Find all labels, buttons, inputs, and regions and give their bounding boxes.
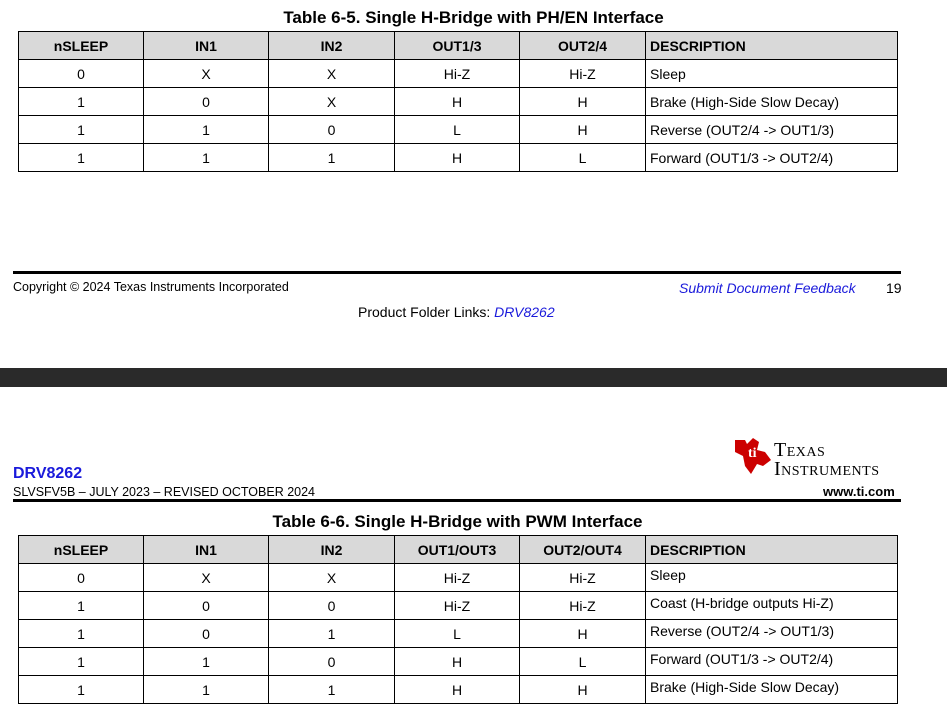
ti-logo-text	[774, 441, 880, 479]
table-cell: 0	[269, 648, 395, 676]
table-cell: H	[520, 620, 646, 648]
table-row	[19, 648, 898, 676]
table-cell: 0	[19, 564, 144, 592]
table-6-5-title: Table 6-5. Single H-Bridge with PH/EN Interface	[283, 8, 664, 27]
table-cell: 1	[144, 676, 269, 704]
page-separator	[0, 368, 947, 387]
table-cell: 1	[19, 144, 144, 172]
submit-feedback-link[interactable]: Submit Document Feedback	[679, 280, 856, 296]
table-row	[19, 116, 898, 144]
table-row	[19, 592, 898, 620]
table-cell: L	[395, 116, 520, 144]
table-cell: 1	[19, 676, 144, 704]
document-id: SLVSFV5B – JULY 2023 – REVISED OCTOBER 2024	[13, 485, 316, 499]
table-cell: 0	[19, 60, 144, 88]
table-cell: X	[269, 88, 395, 116]
part-number-link[interactable]: DRV8262	[13, 465, 83, 482]
table-cell: Brake (High-Side Slow Decay)	[646, 88, 898, 116]
table-row	[19, 60, 898, 88]
table-cell: 1	[269, 620, 395, 648]
table-cell: Coast (H-bridge outputs Hi-Z)	[646, 592, 898, 620]
header-rule	[13, 499, 901, 502]
table-cell: 0	[144, 592, 269, 620]
product-folder-links	[358, 304, 555, 320]
table-cell: 1	[19, 620, 144, 648]
header-cell: nSLEEP	[19, 32, 144, 60]
table-cell: X	[144, 60, 269, 88]
table-cell: Hi-Z	[520, 60, 646, 88]
header-cell: IN2	[269, 32, 395, 60]
table-6-6-title: Table 6-6. Single H-Bridge with PWM Interface	[272, 512, 643, 531]
table-row	[19, 144, 898, 172]
table-header-row	[19, 536, 898, 564]
table-cell: 0	[269, 592, 395, 620]
logo-line-2: Instruments	[774, 458, 880, 480]
table-cell: 0	[144, 88, 269, 116]
table-cell: Sleep	[646, 60, 898, 88]
table-cell: X	[144, 564, 269, 592]
table-cell: Hi-Z	[395, 60, 520, 88]
table-cell: 1	[19, 88, 144, 116]
website-link[interactable]: www.ti.com	[823, 484, 895, 499]
header-cell: nSLEEP	[19, 536, 144, 564]
ti-logo-icon	[731, 436, 775, 476]
table-cell: Reverse (OUT2/4 -> OUT1/3)	[646, 620, 898, 648]
header-cell: OUT1/3	[395, 32, 520, 60]
table-cell: X	[269, 60, 395, 88]
header-cell: IN2	[269, 536, 395, 564]
header-cell: DESCRIPTION	[646, 536, 898, 564]
header-cell: DESCRIPTION	[646, 32, 898, 60]
table-cell: 1	[144, 648, 269, 676]
table-cell: 1	[269, 144, 395, 172]
header-cell: OUT2/OUT4	[520, 536, 646, 564]
header-cell: OUT2/4	[520, 32, 646, 60]
table-cell: Reverse (OUT2/4 -> OUT1/3)	[646, 116, 898, 144]
table-cell: Hi-Z	[395, 592, 520, 620]
table-row	[19, 564, 898, 592]
table-cell: H	[395, 144, 520, 172]
table-cell: 1	[19, 116, 144, 144]
table-cell: L	[395, 620, 520, 648]
table-cell: Forward (OUT1/3 -> OUT2/4)	[646, 648, 898, 676]
table-cell: L	[520, 144, 646, 172]
table-cell: Hi-Z	[520, 564, 646, 592]
page-number: 19	[886, 280, 902, 296]
header-cell: OUT1/OUT3	[395, 536, 520, 564]
table-cell: L	[520, 648, 646, 676]
svg-text:ti: ti	[748, 446, 757, 461]
table-6-5	[18, 31, 898, 172]
table-cell: H	[520, 116, 646, 144]
table-cell: H	[520, 88, 646, 116]
table-row	[19, 88, 898, 116]
table-cell: 1	[19, 592, 144, 620]
product-folder-link[interactable]: DRV8262	[494, 304, 555, 320]
table-cell: Hi-Z	[395, 564, 520, 592]
table-cell: 0	[269, 116, 395, 144]
footer-rule	[13, 271, 901, 274]
header-cell: IN1	[144, 32, 269, 60]
table-6-6	[18, 535, 898, 704]
table-cell: X	[269, 564, 395, 592]
table-cell: Sleep	[646, 564, 898, 592]
table-cell: 0	[144, 620, 269, 648]
table-cell: H	[520, 676, 646, 704]
table-cell: H	[395, 676, 520, 704]
table-cell: Hi-Z	[520, 592, 646, 620]
table-cell: Brake (High-Side Slow Decay)	[646, 676, 898, 704]
logo-line-1: Texas	[774, 439, 826, 461]
table-cell: Forward (OUT1/3 -> OUT2/4)	[646, 144, 898, 172]
table-row	[19, 676, 898, 704]
table-cell: H	[395, 88, 520, 116]
table-row	[19, 620, 898, 648]
table-cell: 1	[269, 676, 395, 704]
table-cell: H	[395, 648, 520, 676]
table-cell: 1	[19, 648, 144, 676]
copyright-text: Copyright © 2024 Texas Instruments Incorporated	[13, 280, 289, 294]
table-cell: 1	[144, 144, 269, 172]
table-cell: 1	[144, 116, 269, 144]
header-cell: IN1	[144, 536, 269, 564]
product-folder-label: Product Folder Links:	[358, 304, 495, 320]
table-header-row	[19, 32, 898, 60]
